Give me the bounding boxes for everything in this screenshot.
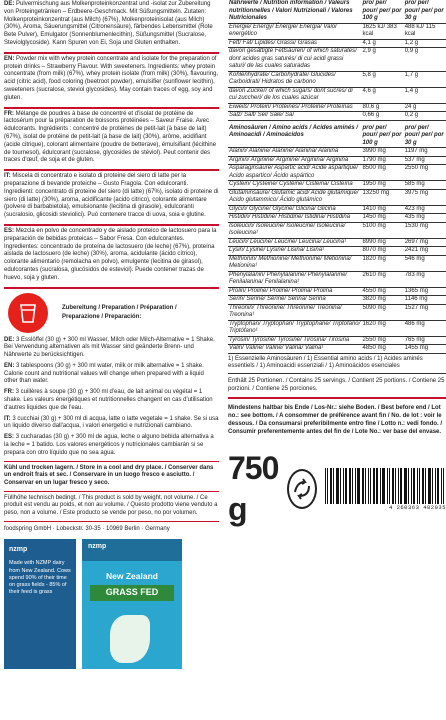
- amino-value-100g: 2550 mg: [361, 336, 403, 345]
- amino-value-100g: 2610 mg: [361, 271, 403, 287]
- barcode-bars: [325, 468, 446, 504]
- lang-code: ES:: [4, 434, 15, 441]
- nutrient-value-30g: 0,9 g: [404, 48, 446, 72]
- amino-value-100g: 8990 mg: [361, 238, 403, 247]
- table-row: [228, 345, 446, 354]
- nutrient-value-30g: 1,7 g: [404, 71, 446, 87]
- barcode-bar: [404, 468, 407, 504]
- barcode-bar: [400, 468, 402, 504]
- amino-value-30g: 1146 mg: [404, 296, 446, 305]
- barcode-bar: [425, 468, 426, 504]
- barcode: [325, 468, 446, 511]
- net-weight: 750 g: [228, 450, 279, 528]
- amino-value-100g: 1450 mg: [361, 214, 403, 223]
- amino-value-100g: 1790 mg: [361, 156, 403, 165]
- barcode-bar: [349, 468, 351, 504]
- divider: [4, 287, 219, 289]
- barcode-bar: [395, 468, 396, 504]
- table-row: [228, 156, 446, 165]
- amino-label: Cystein/ Cysteine/ Cystéine/ Cisteina/ Cisteína: [228, 181, 361, 190]
- table-row: [228, 214, 446, 223]
- dosing-it: [4, 416, 219, 432]
- amino-label: Methionin/ Methionine/ Méthionine/ Metionina/ Metionina¹: [228, 255, 361, 271]
- right-column: [228, 0, 446, 720]
- amino-value-100g: 5100 mg: [361, 222, 403, 238]
- table-row: [228, 112, 446, 121]
- table-row: [228, 48, 446, 72]
- barcode-bar: [435, 468, 436, 504]
- amino-label: Alanin/ Alanine/ Alanine/ Alanina/ Alanina: [228, 148, 361, 157]
- amino-value-30g: 2550 mg: [404, 165, 446, 181]
- barcode-bar: [325, 468, 326, 504]
- nutrient-value-100g: 80,6 g: [361, 103, 403, 112]
- storage-note: Kühl und trocken lagern. / Store in a cool and dry place. / Conserver dans un endroit frais et sec. / Conservare in un luogo fresco e asciutto. / Conservar en un lugar fresco y seco.: [4, 464, 214, 486]
- table-row: [228, 148, 446, 157]
- preparation-title: [62, 304, 177, 320]
- barcode-bar: [355, 468, 356, 504]
- amino-value-100g: 8070 mg: [361, 247, 403, 256]
- header-per-100g: pro/ per/ pour/ per/ por 100 g: [361, 125, 403, 148]
- amino-value-100g: 4850 mg: [361, 345, 403, 354]
- nutrient-value-30g: 1,4 g: [404, 87, 446, 103]
- nutrient-label: Salz/ Salt/ Sel/ Sale/ Sal: [228, 112, 361, 121]
- divider: [4, 491, 219, 492]
- nutrition-header-label: Nährwerte / Nutrition information / Valeurs nutritionnelles / Valori Nutrizionali / Valores Nutricionales: [228, 0, 361, 23]
- barcode-bar: [392, 468, 394, 504]
- table-row: [228, 296, 446, 305]
- divider: [4, 107, 219, 109]
- new-zealand-map-icon: [110, 615, 150, 663]
- amino-value-30g: 1197 mg: [404, 148, 446, 157]
- shaker-cup-icon: [8, 293, 48, 333]
- amino-label: Tyrosin/ Tyrosine/ Tyrosine/ Tirosina/ Tirosina: [228, 336, 361, 345]
- ingredients-text: Mezcla en polvo de concentrado y de aislado proteico de lactosuero para la preparación de bebidas proteicas – Sabor Fresa. Con edulcorantes. Ingredientes: concentrado de proteína de lactosuero (de leche) (67%), proteína aislada de lactosuero (de leche) (30%), aroma, acidulante (ácido cítrico), colorante alimentario (remolacha en polvo), emulgente (lecitina de girasol), edulcorantes (sucralosa, glucósidos de esteviol). Puede contener trazas de huevo, soja y gluten.: [4, 227, 217, 281]
- lang-code: EN:: [4, 362, 15, 369]
- barcode-bar: [428, 468, 431, 504]
- left-column: [0, 0, 222, 720]
- lang-code: EN:: [4, 55, 15, 62]
- nutrient-label: Fett/ Fat/ Lipides/ Grassi/ Grasas: [228, 39, 361, 48]
- preparation-header: [4, 293, 219, 333]
- amino-label: Threonin/ Threonine/ Thréonine/ Treonina/ Treonina¹: [228, 304, 361, 320]
- nutrient-value-30g: 24 g: [404, 103, 446, 112]
- amino-value-30g: 1365 mg: [404, 287, 446, 296]
- nutrient-label: Energie/ Energy/ Énergie/ Energia/ Valor energético: [228, 23, 361, 39]
- nzmp-logo: nzmp: [9, 546, 28, 554]
- badges: [4, 539, 219, 669]
- lang-code: FR:: [4, 389, 14, 396]
- amino-footnote: 1) Essenzielle Aminosäuren / 1) Essential amino acids / 1) Acides aminés essentiels / 1) Aminoacidi essenziali / 1) Aminoácidos esenciales: [228, 354, 446, 374]
- barcode-bar: [380, 468, 381, 504]
- amino-value-30g: 1530 mg: [404, 222, 446, 238]
- table-row: [228, 247, 446, 256]
- ingredients-fr: [4, 111, 219, 166]
- barcode-bar: [368, 468, 369, 504]
- table-row: [228, 165, 446, 181]
- ingredients-text: Powder mix with whey protein concentrate and isolate for the preparation of protein drinks – Strawberry Flavour. With sweeteners. Ingredients: whey protein concentrate (from milk) (67%), whey protein isolate (from milk) (30%), flavouring, acid (citric acid), food coloring (beetroot powder), emulsifier (sunflower lecithin), sweeteners (sucralose, steviol glycosides). May contain traces of egg, soy and gluten.: [4, 55, 219, 101]
- barcode-bar: [370, 468, 371, 504]
- barcode-bar: [365, 468, 366, 504]
- weight-row: [228, 448, 446, 530]
- amino-label: Isoleucin/ Isoleucine/ Isoleucine/ Isoleucina/ Isoleucina¹: [228, 222, 361, 238]
- nutrient-value-100g: 5,8 g: [361, 71, 403, 87]
- dosing-de: [4, 337, 219, 360]
- fill-note: Füllhöhe technisch bedingt. / This product is sold by weight, not volume. / Ce produit est vendu au poids, et non au volume. / Questo prodotto viene venduto a peso, non a volume. / Este producto se vende por peso, no por volumen.: [4, 494, 218, 517]
- nzmp-text: Made with NZMP dairy from New Zealand. Cows spend 90% of their time on grass fields - 85% of their feed is grass: [9, 560, 71, 596]
- barcode-bar: [327, 468, 328, 504]
- barcode-bar: [437, 468, 439, 504]
- barcode-bar: [387, 468, 388, 504]
- lang-code: IT:: [4, 173, 11, 180]
- barcode-bar: [330, 468, 332, 504]
- amino-header-label: Aminosäuren / Amino acids / Acides aminés / Aminoacidi / Aminoácidos: [228, 125, 361, 148]
- amino-value-100g: 1620 mg: [361, 320, 403, 336]
- amino-value-30g: 537 mg: [404, 156, 446, 165]
- dosing-text: 3 cucchiai (30 g) + 300 ml di acqua, latte o latte vegetale = 1 shake. Se si usa un liquido diverso dall'acqua, i valori energetici e nutrizionali cambiano.: [4, 415, 219, 430]
- divider: [4, 521, 219, 522]
- nutrition-header-row: [228, 0, 446, 23]
- amino-label: Lysin/ Lysine/ Lysine/ Lisina/ Lisina¹: [228, 247, 361, 256]
- ingredients-de: [4, 1, 219, 48]
- nutrient-value-100g: 1625 kJ/ 383 kcal: [361, 23, 403, 39]
- amino-acid-table: [228, 125, 446, 354]
- amino-label: Glutaminsäure/ Glutamic acid/ Acide glutamique/ Acido glutammico/ Ácido glutámico: [228, 189, 361, 205]
- amino-value-100g: 1950 mg: [361, 181, 403, 190]
- amino-label: Asparaginsäure/ Aspartic acid/ Acide aspartique/ Acido aspartico/ Ácido aspártico: [228, 165, 361, 181]
- dosing-text: 3 cucharadas (30 g) + 300 ml de agua, leche o alguno bebida alternativa a la leche = 1 batido. Los valores energéticos y nutricionales cambiarán si se prepara con otro líquido que no sea agua.: [4, 434, 214, 456]
- dosing-en: [4, 363, 219, 386]
- amino-label: Serin/ Serine/ Sérine/ Serina/ Serina: [228, 296, 361, 305]
- divider: [4, 169, 219, 171]
- barcode-bar: [340, 468, 341, 504]
- table-row: [228, 87, 446, 103]
- amino-value-30g: 783 mg: [404, 271, 446, 287]
- nutrient-label: Eiweiß/ Protein/ Protéines/ Proteine/ Proteínas: [228, 103, 361, 112]
- barcode-bar: [419, 468, 420, 504]
- nutrient-label: Kohlenhydrate/ Carbohydrate/ Glucides/ Carboidrati/ Hidratos de carbono: [228, 71, 361, 87]
- table-row: [228, 320, 446, 336]
- nutrient-value-100g: 2,9 g: [361, 48, 403, 72]
- servings-note: Enthält 25 Portionen. / Contains 25 servings. / Contient 25 portions. / Contiene 25 porzioni. / Contiene 25 porciones.: [228, 374, 446, 399]
- barcode-bar: [389, 468, 390, 504]
- table-row: [228, 222, 446, 238]
- barcode-bar: [362, 468, 364, 504]
- amino-label: Leucin/ Leucine/ Leucine/ Leucina/ Leucina¹: [228, 238, 361, 247]
- amino-label: Valin/ Valine/ Valine/ Valina/ Valina¹: [228, 345, 361, 354]
- amino-value-30g: 2697 mg: [404, 238, 446, 247]
- amino-value-30g: 546 mg: [404, 255, 446, 271]
- nutrient-label: davon Zucker/ of which sugars/ dont sucres/ di cui zuccheri/ de los cuales azúcar: [228, 87, 361, 103]
- amino-label: Phenylalanin/ Phenylalanine/ Phénylalanine/ Fenilalanina/ Fenilalanina¹: [228, 271, 361, 287]
- amino-value-30g: 1455 mg: [404, 345, 446, 354]
- barcode-bar: [398, 468, 399, 504]
- grass-fed-country: New Zealand: [106, 571, 158, 582]
- table-row: [228, 39, 446, 48]
- table-row: [228, 103, 446, 112]
- company-address: foodspring GmbH · Lobeckstr. 30-35 · 10969 Berlin · Germany: [4, 525, 170, 532]
- amino-value-30g: 423 mg: [404, 205, 446, 214]
- header-per-30g: pro/ per/ pour/ per/ por 30 g: [404, 0, 446, 23]
- amino-label: Prolin/ Proline/ Proline/ Prolina/ Prolina: [228, 287, 361, 296]
- barcode-bar: [443, 468, 444, 504]
- table-row: [228, 336, 446, 345]
- table-row: [228, 23, 446, 39]
- divider: [4, 461, 219, 462]
- barcode-bar: [441, 468, 442, 504]
- amino-label: Tryptophan/ Tryptophan/ Tryptophane/ Triptofano/ Triptófano¹: [229, 320, 361, 334]
- header-per-30g: pro/ per/ pour/ per/ por 30 g: [404, 125, 446, 148]
- amino-value-30g: 3975 mg: [404, 189, 446, 205]
- prep-line: Preparazione / Preparación:: [62, 313, 142, 320]
- amino-body: [228, 148, 446, 354]
- grass-fed-label: GRASS FED: [90, 585, 174, 601]
- barcode-bar: [352, 468, 353, 504]
- dosing-text: 3 tablespoons (30 g) + 300 ml water, milk or milk alternative = 1 shake. Calorie count and nutritional values will change when prepared with a liquid other than water.: [4, 362, 204, 385]
- amino-value-100g: 1410 mg: [361, 205, 403, 214]
- amino-label: Arginin/ Arginine/ Arginine/ Arginina/ Arginina: [228, 156, 361, 165]
- grass-fed-badge: [82, 539, 182, 669]
- best-before-note: Mindestens haltbar bis Ende / Los-Nr.: siehe Boden. / Best before end / Lot no.: see bottom. / A consommer de préférence avant fin / No. de lot : voir le dessous. / Da consumarsi preferibilmente entro fine / Lotto n.: vedi fondo. / Consumir preferentemente antes del fin de / Lote No.: ver base del envase.: [228, 405, 443, 435]
- amino-value-100g: 5090 mg: [361, 304, 403, 320]
- amino-label: Histidin/ Histidine/ Histidine/ Istidina/ Histidina: [228, 214, 361, 223]
- amino-header-row: [228, 125, 446, 148]
- amino-value-100g: 8500 mg: [361, 165, 403, 181]
- table-row: [228, 189, 446, 205]
- header-per-100g: pro/ per/ pour/ per/ por 100 g: [361, 0, 403, 23]
- lang-code: IT:: [4, 415, 11, 422]
- barcode-bar: [336, 468, 339, 504]
- table-row: [228, 181, 446, 190]
- grass-fed-top: nzmp: [82, 539, 182, 561]
- amino-value-100g: 4550 mg: [361, 287, 403, 296]
- dosing-text: 3 Esslöffel (30 g) + 300 ml Wasser, Milch oder Milch-Alternative = 1 Shake. Bei Verwendung alternativen als mit Wasser sind geänderte Brenn- und Nährwerte zu berücksichtigen.: [4, 336, 215, 359]
- barcode-bar: [382, 468, 385, 504]
- barcode-bar: [432, 468, 433, 504]
- barcode-number: 4 260363 482035: [388, 503, 446, 511]
- nzmp-badge: [4, 539, 76, 669]
- table-row: [228, 71, 446, 87]
- amino-value-100g: 3990 mg: [361, 148, 403, 157]
- table-row: [228, 304, 446, 320]
- recycle-icon: [287, 469, 317, 509]
- divider: [4, 52, 219, 54]
- nutrient-label: davon gesättigte Fettsäuren/ of which saturates/ dont acides gras saturés/ di cui acidi grassi saturi/ de las cuales saturadas: [228, 48, 361, 72]
- nutrient-value-100g: 0,66 g: [361, 112, 403, 121]
- ingredients-es: [4, 228, 219, 283]
- barcode-bar: [417, 468, 418, 504]
- amino-value-100g: 1820 mg: [361, 255, 403, 271]
- dosing-text: 3 cuillères à soupe (30 g) + 300 ml d'eau, de lait animal ou végétal = 1 shake. Les valeurs énergétiques et nutritionnelles changent en cas d'utilisation d'autres liquides que de l'eau.: [4, 389, 213, 411]
- table-row: [228, 205, 446, 214]
- ingredients-en: [4, 56, 219, 103]
- ingredients-text: Mélange de poudres à base de concentré et d'isolat de protéine de lactosérum pour la préparation de boissons protéinées – Saveur Fraise. Avec édulcorants. Ingrédients : concentré de protéines de petit-lait (à base de lait) (67%), isolat de protéine de petit-lait (à base de lait) (30%), arôme, acidifiant (acide citrique), colorant alimentaire (poudre de betterave), émulsifiant (lécithine de tournesol), édulcorant (sucralose, glycosides de stéviol). Peut contenir des traces d'œuf, de soja et de gluten.: [4, 110, 217, 164]
- dosing-es: [4, 434, 219, 457]
- lang-code: DE:: [4, 336, 15, 343]
- lang-code: FR:: [4, 110, 14, 117]
- barcode-bar: [422, 468, 424, 504]
- nutrient-value-100g: 4,6 g: [361, 87, 403, 103]
- amino-value-30g: 486 mg: [404, 320, 446, 336]
- lang-code: DE:: [4, 1, 15, 7]
- amino-value-30g: 585 mg: [404, 181, 446, 190]
- nutrition-table: [228, 0, 446, 121]
- barcode-bar: [408, 468, 409, 504]
- amino-value-100g: 13250 mg: [361, 189, 403, 205]
- table-row: [228, 255, 446, 271]
- table-row: [228, 271, 446, 287]
- ingredients-text: Miscela di concentrato e isolato di proteine del siero di latte per la preparazione di bevande proteiche – Gusto Fragola. Con edulcoranti. Ingredienti: concentrato di proteine del siero (di latte) (67%), isolato di proteine di siero (di latte) (30%), aroma, acidificante (acido citrico), colorante alimentare (polvere di barbabietola), emulsionante (lecitina di girasole), edulcoranti (sucralosio, glicosidi steviolici). Può contenere tracce di uova, soia e glutine.: [4, 173, 219, 219]
- amino-value-30g: 435 mg: [404, 214, 446, 223]
- barcode-bar: [411, 468, 412, 504]
- amino-value-30g: 1527 mg: [404, 304, 446, 320]
- ingredients-it: [4, 173, 219, 220]
- ingredients-text: Pulvermischung aus Molkenproteinkonzentrat und -isolat zur Zubereitung von Proteingetränken – Erdbeere-Geschmack. Mit Süßungsmitteln. Zutaten: Molkenproteinkonzentrat (aus Milch) (67%), Molkenproteinisolat (aus Milch) (30%), Aroma, Säuerungsmittel (Citronensäure), färbendes Lebensmittel (Rote Bete Pulver), Emulgator (Sonnenblumenlecithin), Süßungsmittel (Sucralose, Steviolglycoside). Kann Spuren von Ei, Soja und Gluten enthalten.: [4, 1, 213, 46]
- amino-value-30g: 2421 mg: [404, 247, 446, 256]
- barcode-bar: [357, 468, 360, 504]
- lang-code: ES:: [4, 227, 15, 234]
- nutrient-value-30g: 1,2 g: [404, 39, 446, 48]
- dosing-fr: [4, 389, 219, 412]
- nutrient-value-30g: 0,2 g: [404, 112, 446, 121]
- amino-label: Glycin/ Glycine/ Glycine/ Glicina/ Glicina: [228, 205, 361, 214]
- barcode-bar: [333, 468, 334, 504]
- nutrient-value-100g: 4,1 g: [361, 39, 403, 48]
- barcode-bar: [373, 468, 375, 504]
- barcode-bar: [345, 468, 347, 504]
- barcode-bar: [376, 468, 378, 504]
- divider: [4, 224, 219, 226]
- barcode-bar: [343, 468, 344, 504]
- amino-value-30g: 765 mg: [404, 336, 446, 345]
- nutrient-value-30g: 488 kJ/ 115 kcal: [404, 23, 446, 39]
- table-row: [228, 287, 446, 296]
- barcode-bar: [413, 468, 415, 504]
- table-row: [228, 238, 446, 247]
- amino-value-100g: 3820 mg: [361, 296, 403, 305]
- prep-line: Zubereitung / Preparation / Préparation /: [62, 305, 177, 312]
